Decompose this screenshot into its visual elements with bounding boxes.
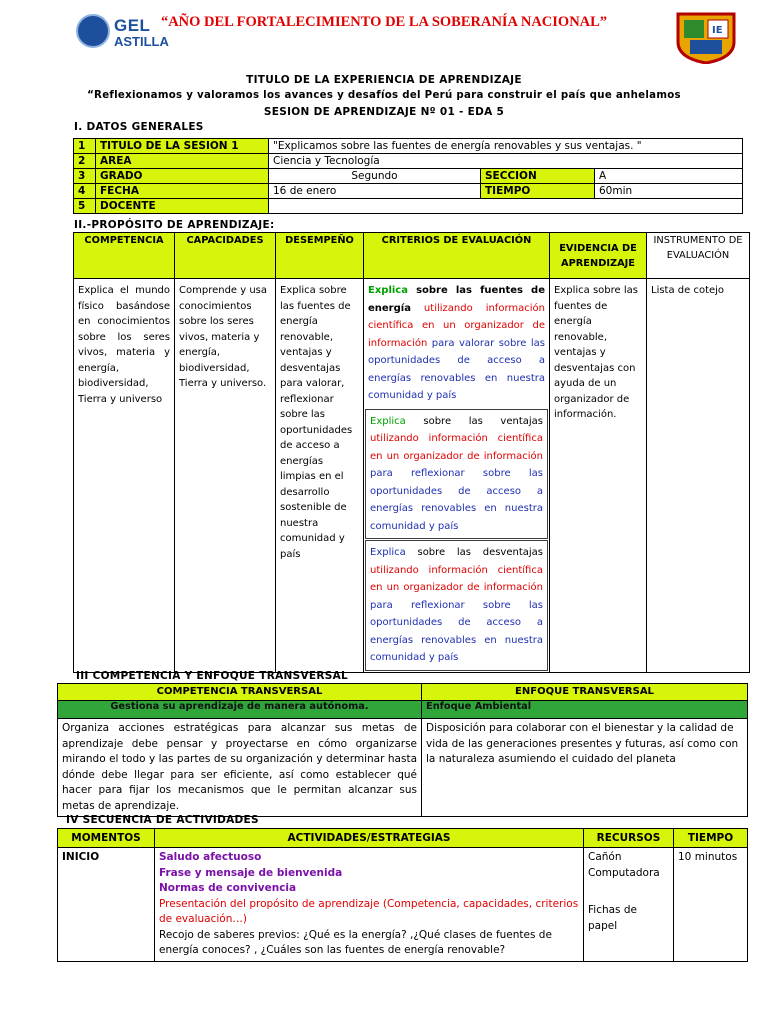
section-transversal: III COMPETENCIA Y ENFOQUE TRANSVERSAL [76,670,349,682]
table-row [74,154,743,169]
table-row [74,169,743,184]
header-competencia-transversal: COMPETENCIA TRANSVERSAL [58,684,422,701]
year-title: “AÑO DEL FORTALECIMIENTO DE LA SOBERANÍA NACIONAL” [160,14,608,30]
capacidades-cell: Comprende y usa conocimientos sobre los seres vivos, materia y energía, biodiversidad, Tierra y universo. [175,279,276,673]
header-evidencia: EVIDENCIA DE APRENDIZAJE [550,233,647,279]
tiempo-cell: 10 minutos [674,848,748,962]
header-enfoque-transversal: ENFOQUE TRANSVERSAL [422,684,748,701]
header-desempeno: DESEMPEÑO [276,233,364,279]
row-number: 1 [74,139,96,154]
row-label: AREA [96,154,269,169]
table-header-row [58,829,748,848]
instrumento-cell: Lista de cotejo [647,279,750,673]
header-actividades: ACTIVIDADES/ESTRATEGIAS [155,829,584,848]
row-value: 16 de enero [269,184,481,199]
row-number: 5 [74,199,96,214]
table-row [74,279,750,673]
row-value-2: A [595,169,743,184]
resource-item: Cañón [588,851,622,863]
logo-text-1: GEL [114,16,151,35]
header-momentos: MOMENTOS [58,829,155,848]
activity-item: Frase y mensaje de bienvenida [159,866,343,879]
header-capacidades: CAPACIDADES [175,233,276,279]
shield-icon [676,12,736,64]
row-value-2: 60min [595,184,743,199]
row-value: Segundo [269,169,481,184]
proposito-table [73,232,750,673]
header-tiempo: TIEMPO [674,829,748,848]
criterio-item: Explica sobre las fuentes de energía utilizando información científica en un organizador de información para valorar sobre las oportunidades de acceso a energías renovables en nuestra comunidad y país [368,285,545,401]
table-row [74,199,743,214]
row-label: DOCENTE [96,199,269,214]
row-value: Ciencia y Tecnología [269,154,743,169]
row-label: FECHA [96,184,269,199]
criterio-item: Explica sobre las desventajas utilizando información científica en un organizador de información para reflexionar sobre las oportunidades de acceso a energías renovables en nuestra comunidad y país [365,540,548,671]
shield-text: IE [712,25,723,36]
row-value [269,199,743,214]
activity-item: Normas de convivencia [159,882,297,894]
datos-generales-table [73,138,743,214]
competencia-cell: Explica el mundo físico basándose en conocimientos sobre los seres vivos, materia y energía, biodiversidad, Tierra y universo [74,279,175,673]
competencia-transversal-name: Gestiona su aprendizaje de manera autónoma. [58,701,422,719]
table-header-row [74,233,750,279]
header-instrumento: INSTRUMENTO DE EVALUACIÓN [647,233,750,279]
secuencia-table [57,828,748,962]
evidencia-cell: Explica sobre las fuentes de energía renovable, ventajas y desventajas con ayuda de un organizador de información. [550,279,647,673]
table-row [74,139,743,154]
section-proposito: II.-PROPÓSITO DE APRENDIZAJE: [74,219,275,231]
enfoque-name: Enfoque Ambiental [422,701,748,719]
section-secuencia: IV SECUENCIA DE ACTIVIDADES [66,814,259,826]
momento-cell: INICIO [58,848,155,962]
recursos-cell [584,848,674,962]
actividades-cell [155,848,584,962]
resource-item: Fichas de papel [588,904,637,932]
table-header-row [58,684,748,701]
row-label-2: TIEMPO [481,184,595,199]
table-row [74,184,743,199]
row-label-2: SECCION [481,169,595,184]
resource-item: Computadora [588,866,660,879]
experience-title: “Reflexionamos y valoramos los avances y desafíos del Perú para construir el país que anhelamos [87,90,681,101]
row-number: 4 [74,184,96,199]
desempeno-cell: Explica sobre las fuentes de energía renovable, ventajas y desventajas para valorar, reflexionar sobre las oportunidades de acceso a energías limpias en el desarrollo sostenible de nuestra comunidad y país [276,279,364,673]
logo-text-2: ASTILLA [114,34,169,49]
activity-item: Saludo afectuoso [159,851,262,863]
header-recursos: RECURSOS [584,829,674,848]
activity-item: Recojo de saberes previos: ¿Qué es la energía? ,¿Qué clases de fuentes de energía conoces? , ¿Cuáles son las fuentes de energía renovable? [159,928,552,956]
header-competencia: COMPETENCIA [74,233,175,279]
table-row [58,848,748,962]
experience-title-label: TITULO DE LA EXPERIENCIA DE APRENDIZAJE [246,74,522,86]
criterios-cell [364,279,550,673]
row-number: 3 [74,169,96,184]
session-title: SESION DE APRENDIZAJE Nº 01 - EDA 5 [263,106,505,118]
table-row [58,719,748,817]
row-number: 2 [74,154,96,169]
header-criterios: CRITERIOS DE EVALUACIÓN [364,233,550,279]
activity-item: Presentación del propósito de aprendizaje (Competencia, capacidades, criterios de evaluación…) [159,897,579,925]
transversal-table [57,683,748,817]
section-datos-generales: I. DATOS GENERALES [74,121,204,133]
enfoque-text: Disposición para colaborar con el bienestar y la calidad de vida de las generaciones presentes y futuras, así como con la naturaleza asumiendo el cuidado del planeta [422,719,748,817]
row-label: GRADO [96,169,269,184]
row-label: TITULO DE LA SESION 1 [96,139,269,154]
row-value: "Explicamos sobre las fuentes de energía renovables y sus ventajas. " [269,139,743,154]
criterio-item: Explica sobre las ventajas utilizando información científica en un organizador de información para reflexionar sobre las oportunidades de acceso a energías renovables en nuestra comunidad y país [365,409,548,540]
table-row [58,701,748,719]
competencia-transversal-text: Organiza acciones estratégicas para alcanzar sus metas de aprendizaje debe pensar y proyectarse en cómo organizarse mirando el todo y las partes de su organización y determinar hasta dónde debe llegar para ser eficiente, así como establecer qué hacer para fijar los mecanismos que le permitan alcanzar sus metas de aprendizaje. [58,719,422,817]
